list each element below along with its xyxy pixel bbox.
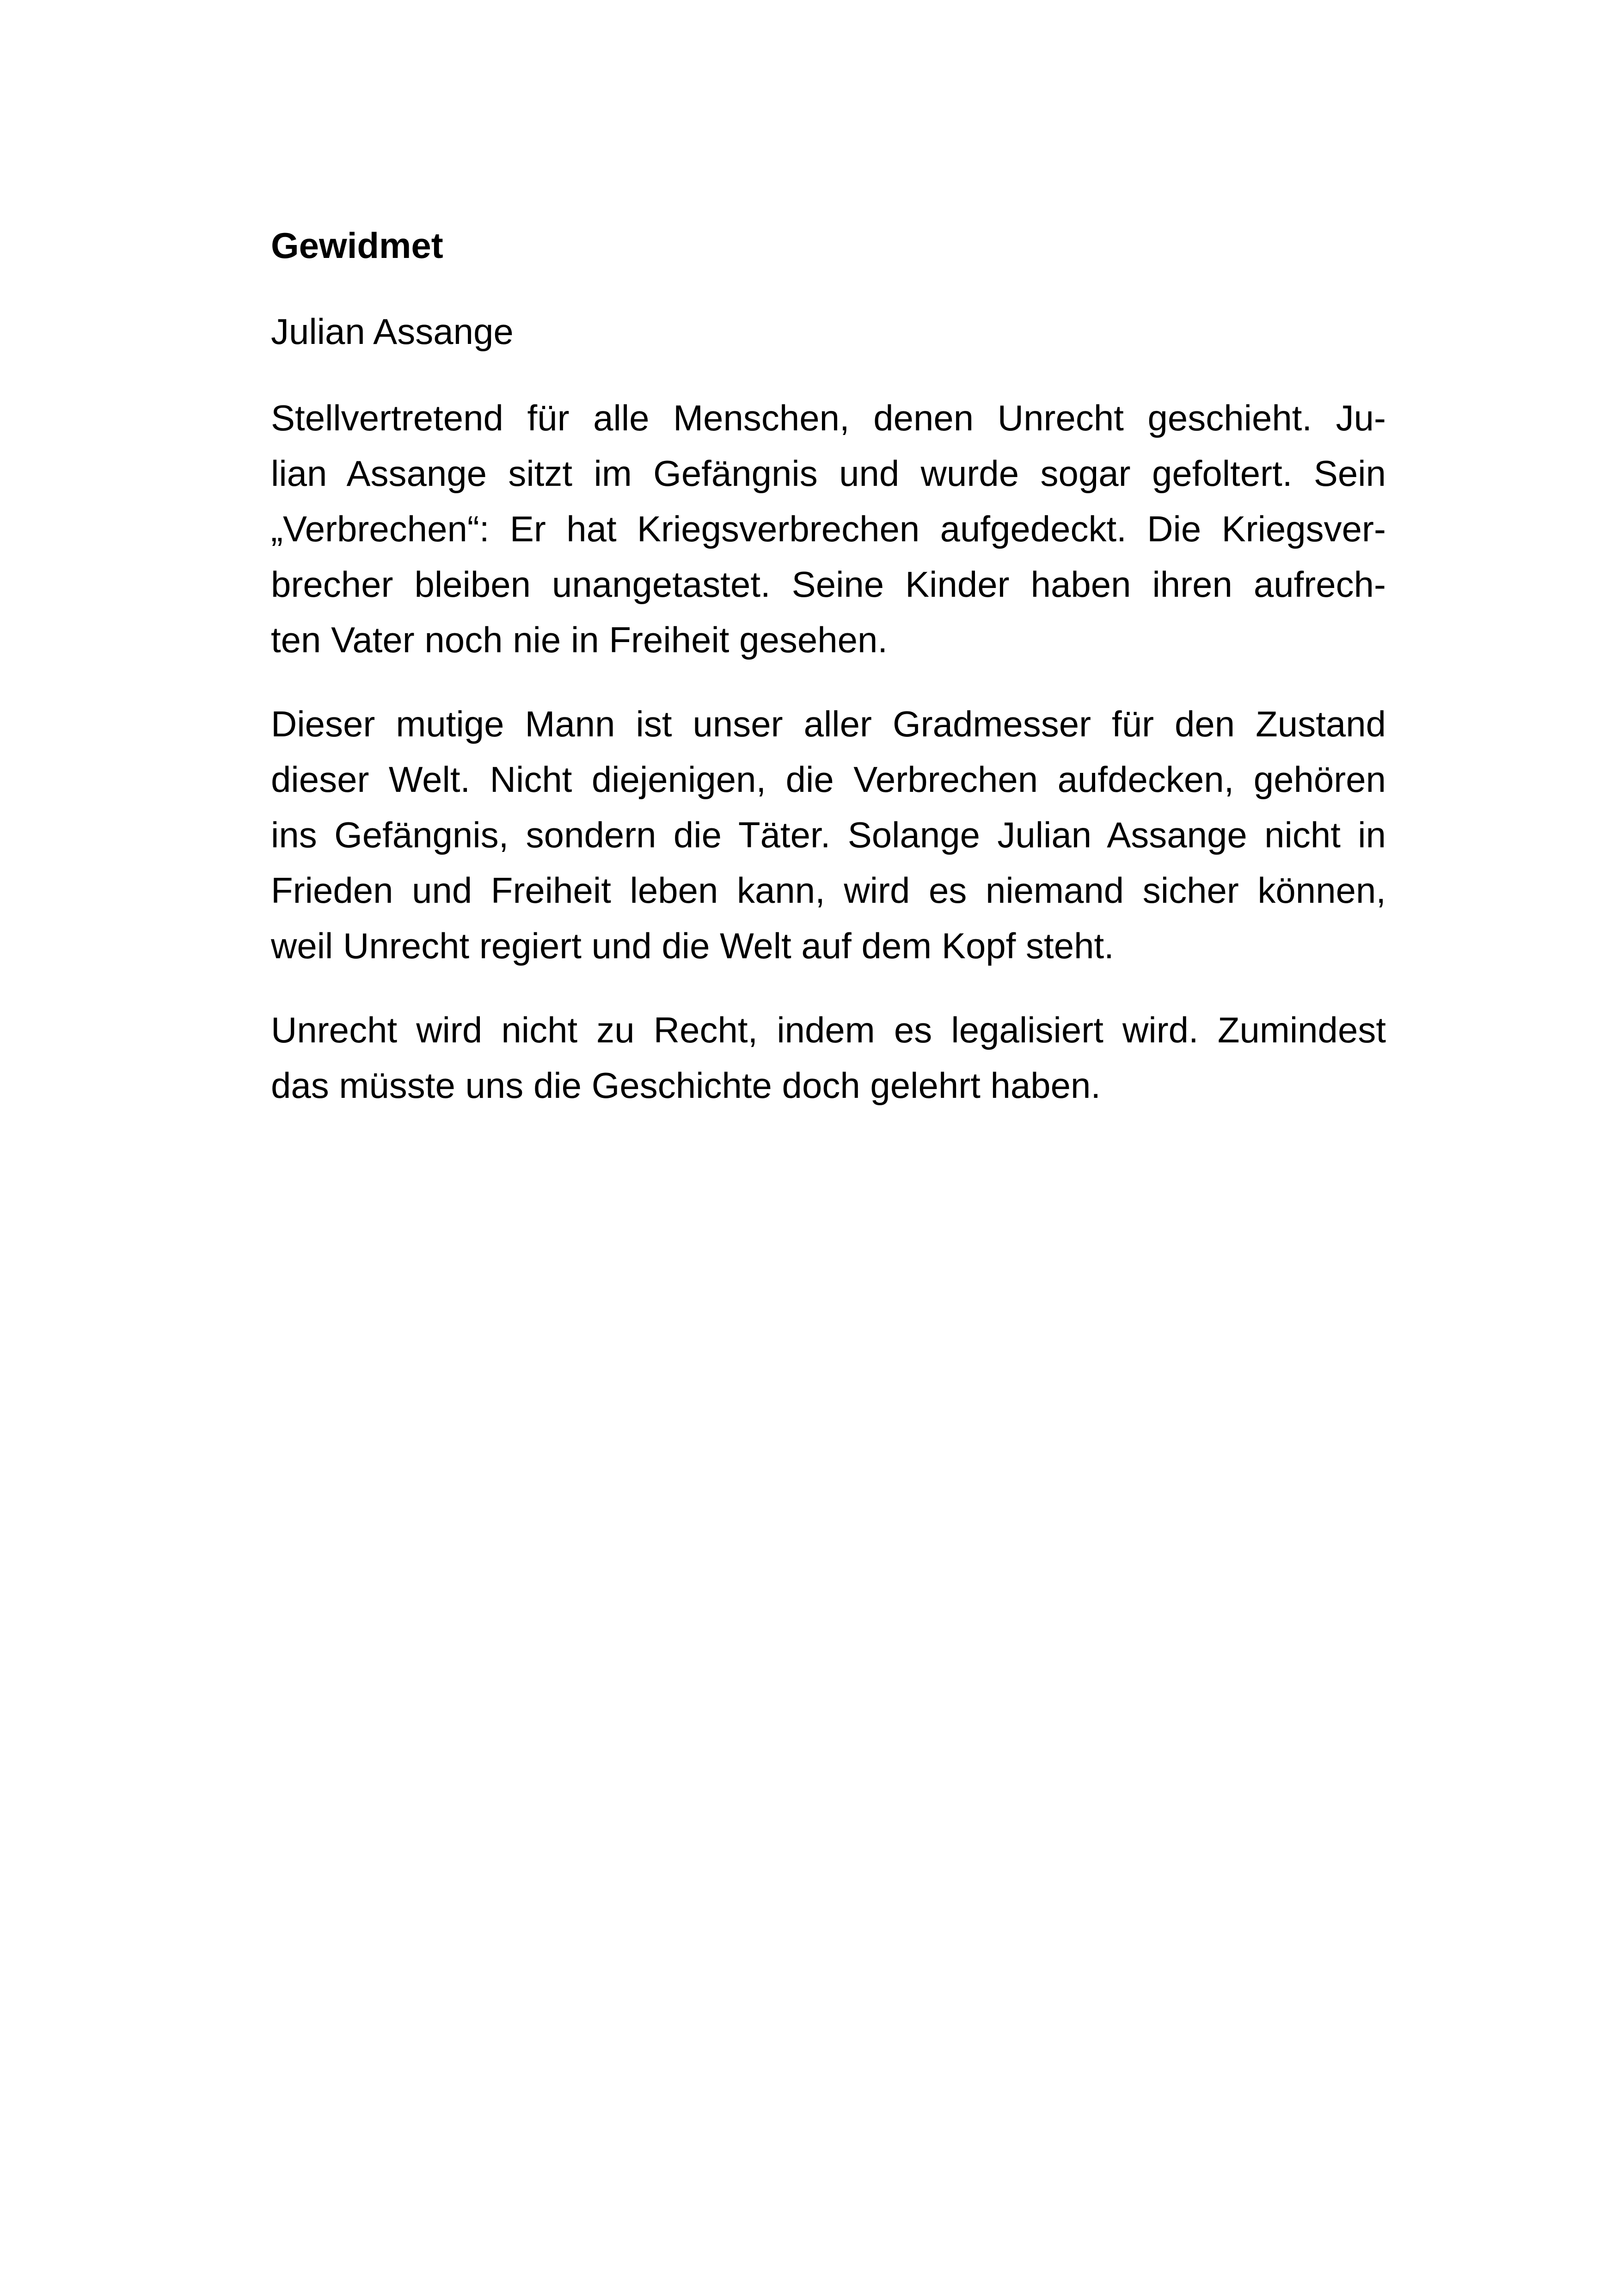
paragraph-line: lian Assange sitzt im Gefängnis und wurde sogar gefoltert. Sein (271, 453, 1386, 494)
paragraph-3 (271, 1002, 1386, 1113)
paragraph-line: das müsste uns die Geschichte doch gelehrt haben. (271, 1065, 1101, 1106)
paragraph-line: Unrecht wird nicht zu Recht, indem es legalisiert wird. Zumindest (271, 1010, 1386, 1050)
paragraph-line: dieser Welt. Nicht diejenigen, die Verbrechen aufdecken, gehören (271, 759, 1386, 800)
dedicatee-name: Julian Assange (271, 311, 514, 352)
paragraph-line: „Verbrechen“: Er hat Kriegsverbrechen aufgedeckt. Die Kriegsver- (271, 508, 1386, 549)
paragraph-line: weil Unrecht regiert und die Welt auf dem Kopf steht. (271, 925, 1114, 966)
paragraph-1 (271, 390, 1386, 667)
dedication-heading: Gewidmet (271, 225, 443, 266)
paragraph-line: Dieser mutige Mann ist unser aller Gradmesser für den Zustand (271, 704, 1386, 744)
paragraph-line: Stellvertretend für alle Menschen, denen Unrecht geschieht. Ju- (271, 398, 1386, 438)
paragraph-2 (271, 696, 1386, 974)
dedication-text-block (271, 218, 1386, 1142)
paragraph-line: ten Vater noch nie in Freiheit gesehen. (271, 619, 888, 660)
paragraph-line: brecher bleiben unangetastet. Seine Kinder haben ihren aufrech- (271, 564, 1386, 605)
paragraph-line: Frieden und Freiheit leben kann, wird es niemand sicher können, (271, 870, 1386, 911)
paragraph-line: ins Gefängnis, sondern die Täter. Solange Julian Assange nicht in (271, 814, 1386, 855)
